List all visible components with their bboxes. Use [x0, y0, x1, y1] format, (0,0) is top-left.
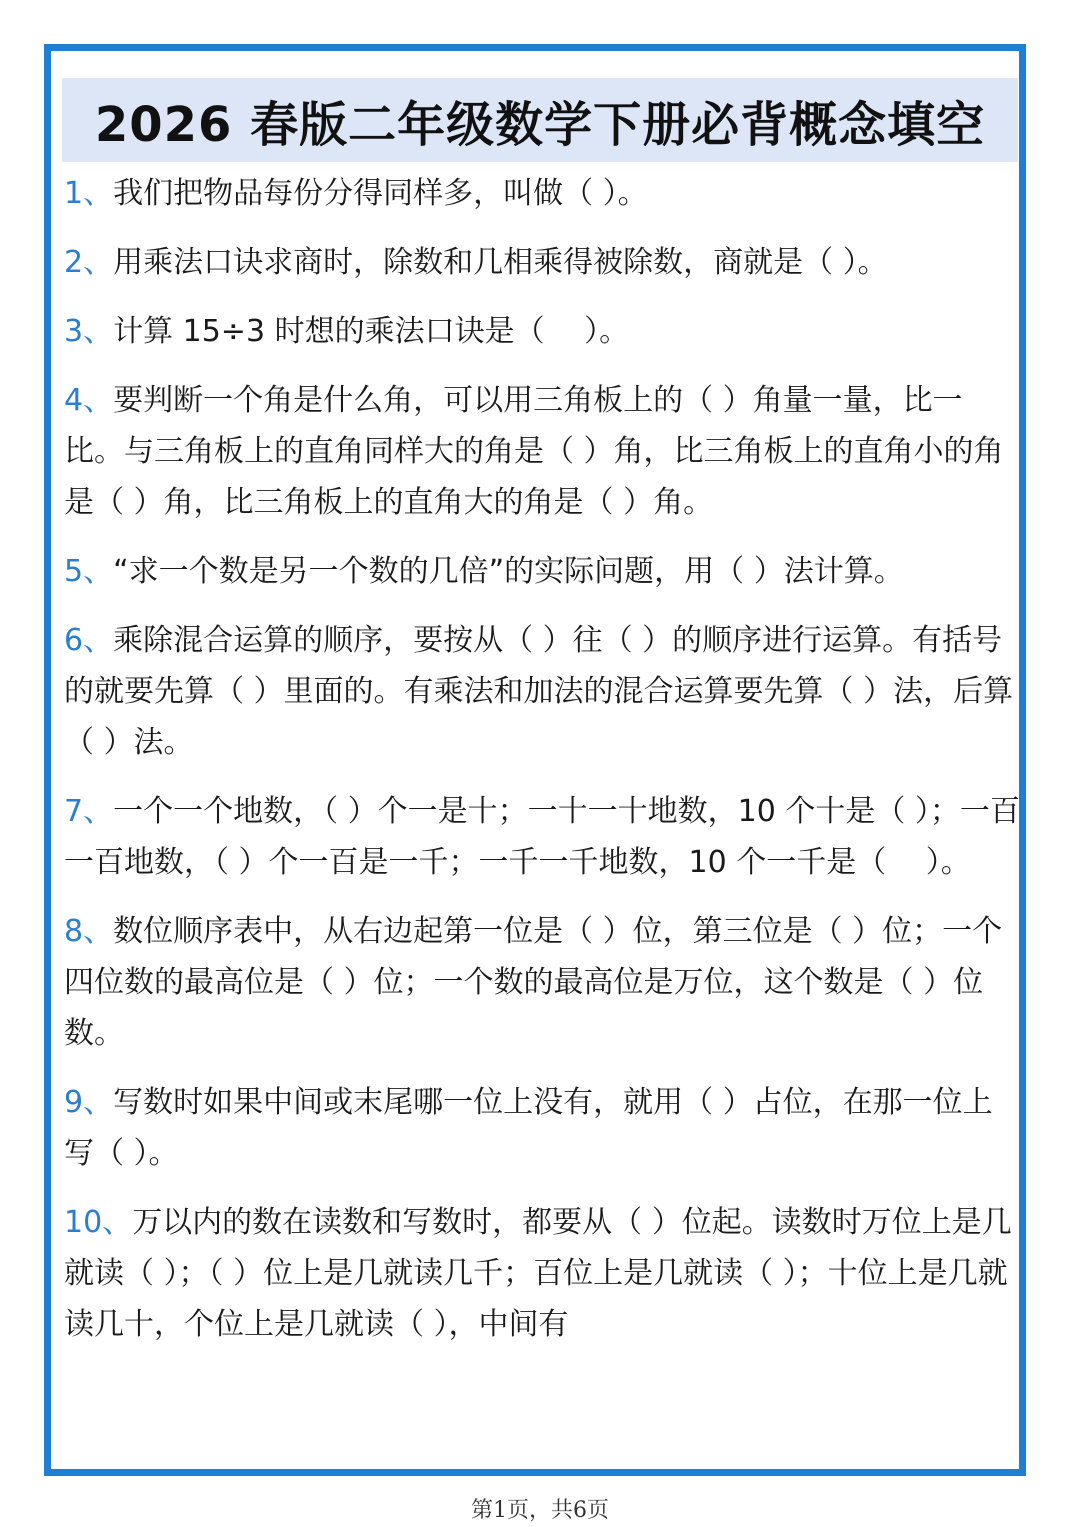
question-text: 写数时如果中间或末尾哪一位上没有，就用（ ）占位，在那一位上写（ ）。 — [64, 1085, 993, 1171]
question-item — [64, 237, 1020, 288]
question-number: 2、 — [64, 245, 114, 280]
question-item — [64, 306, 1020, 357]
page-title: 2026 春版二年级数学下册必背概念填空 — [94, 96, 986, 153]
question-item — [64, 906, 1020, 1059]
question-text: 要判断一个角是什么角，可以用三角板上的（ ）角量一量，比一比。与三角板上的直角同样大的角是（ ）角，比三角板上的直角小的角是（ ）角，比三角板上的直角大的角是（ ）角。 — [64, 383, 1004, 520]
question-number: 7、 — [64, 794, 114, 829]
question-item — [64, 168, 1020, 219]
question-number: 5、 — [64, 554, 114, 589]
question-text: 计算 15÷3 时想的乘法口诀是（ ）。 — [113, 314, 630, 349]
question-number: 9、 — [64, 1085, 114, 1120]
question-number: 10、 — [64, 1205, 133, 1240]
question-number: 8、 — [64, 914, 114, 949]
question-item — [64, 786, 1020, 888]
page-footer: 第1页，共6页 — [471, 1498, 609, 1523]
question-list — [64, 168, 1020, 1368]
question-number: 1、 — [64, 176, 114, 211]
question-text: 数位顺序表中，从右边起第一位是（ ）位，第三位是（ ）位；一个四位数的最高位是（ ）位；一个数的最高位是万位，这个数是（ ）位数。 — [64, 914, 1003, 1051]
question-item — [64, 615, 1020, 768]
title-banner — [62, 78, 1018, 162]
question-text: 我们把物品每份分得同样多，叫做（ ）。 — [113, 176, 648, 211]
question-item — [64, 1197, 1020, 1350]
question-text: 万以内的数在读数和写数时，都要从（ ）位起。读数时万位上是几就读（ ）；（ ）位上是几就读几千；百位上是几就读（ ）；十位上是几就读几十，个位上是几就读（ ），中间有 — [64, 1205, 1012, 1342]
question-item — [64, 1077, 1020, 1179]
question-item — [64, 546, 1020, 597]
question-number: 6、 — [64, 623, 114, 658]
question-number: 4、 — [64, 383, 114, 418]
question-item — [64, 375, 1020, 528]
question-text: “求一个数是另一个数的几倍”的实际问题，用（ ）法计算。 — [113, 554, 904, 589]
question-text: 乘除混合运算的顺序，要按从（ ）往（ ）的顺序进行运算。有括号的就要先算（ ）里面的。有乘法和加法的混合运算要先算（ ）法，后算（ ）法。 — [64, 623, 1014, 760]
question-number: 3、 — [64, 314, 114, 349]
question-text: 一个一个地数，（ ）个一是十；一十一十地数，10 个十是（ ）；一百一百地数，（ ）个一百是一千；一千一千地数，10 个一千是（ ）。 — [64, 794, 1020, 880]
question-text: 用乘法口诀求商时，除数和几相乘得被除数，商就是（ ）。 — [113, 245, 888, 280]
